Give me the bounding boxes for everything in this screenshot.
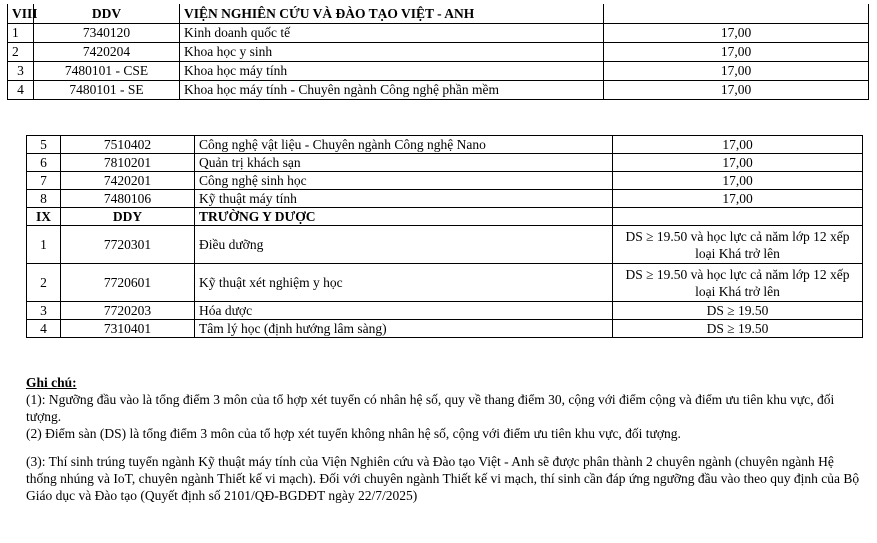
row-score: DS ≥ 19.50 [613,302,863,320]
row-code: 7810201 [61,154,195,172]
row-stt: 1 [27,226,61,264]
row-score: 17,00 [604,61,869,80]
table-row [27,172,863,190]
table-row [8,42,869,61]
table-row [8,23,869,42]
table-header-row [27,208,863,226]
row-name: Kỹ thuật máy tính [195,190,613,208]
row-stt: 3 [8,61,34,80]
row-name: Khoa học máy tính [180,61,604,80]
row-name: Công nghệ sinh học [195,172,613,190]
table-row [27,136,863,154]
table-row [27,190,863,208]
admission-table-viii [7,4,869,100]
row-name: Điều dưỡng [195,226,613,264]
group-title: VIỆN NGHIÊN CỨU VÀ ĐÀO TẠO VIỆT - ANH [180,4,604,23]
admission-table-continued [26,135,863,338]
row-code: 7340120 [34,23,180,42]
row-code: 7480101 - SE [34,80,180,99]
row-code: 7420204 [34,42,180,61]
table-row [8,80,869,99]
row-code: 7510402 [61,136,195,154]
row-stt: 4 [27,320,61,338]
row-code: 7480101 - CSE [34,61,180,80]
row-name: Hóa dược [195,302,613,320]
row-name: Khoa học máy tính - Chuyên ngành Công nghệ phần mềm [180,80,604,99]
row-stt: 7 [27,172,61,190]
row-stt: 8 [27,190,61,208]
notes-title: Ghi chú: [26,375,77,390]
row-code: 7420201 [61,172,195,190]
row-score: 17,00 [613,172,863,190]
row-score: 17,00 [604,42,869,61]
row-name: Kỹ thuật xét nghiệm y học [195,264,613,302]
row-stt: 1 [8,23,34,42]
row-stt: 6 [27,154,61,172]
note-1: (1): Ngưỡng đầu vào là tổng điểm 3 môn của tổ hợp xét tuyển có nhân hệ số, quy về thang điểm 30, cộng với điểm cộng và điểm ưu tiên khu vực, đối tượng. [26,392,835,424]
row-stt: 3 [27,302,61,320]
row-stt: 2 [27,264,61,302]
group-score-header [613,208,863,226]
row-code: 7720203 [61,302,195,320]
row-name: Công nghệ vật liệu - Chuyên ngành Công nghệ Nano [195,136,613,154]
row-score: DS ≥ 19.50 và học lực cả năm lớp 12 xếp loại Khá trở lên [613,264,863,302]
row-stt: 5 [27,136,61,154]
table-row [27,264,863,302]
row-code: 7480106 [61,190,195,208]
table-header-row [8,4,869,23]
table-row [8,61,869,80]
row-score: 17,00 [613,190,863,208]
row-code: 7720601 [61,264,195,302]
row-code: 7310401 [61,320,195,338]
row-score: 17,00 [604,23,869,42]
row-name: Quản trị khách sạn [195,154,613,172]
row-name: Tâm lý học (định hướng lâm sàng) [195,320,613,338]
note-2: (2) Điểm sàn (DS) là tổng điểm 3 môn của tổ hợp xét tuyển không nhân hệ số, cộng với điểm ưu tiên khu vực, đối tượng. [26,426,681,441]
row-name: Kinh doanh quốc tế [180,23,604,42]
group-number: VIII [8,4,34,23]
row-stt: 2 [8,42,34,61]
row-stt: 4 [8,80,34,99]
note-3: (3): Thí sinh trúng tuyển ngành Kỹ thuật máy tính của Viện Nghiên cứu và Đào tạo Việt - Anh sẽ được phân thành 2 chuyên ngành (chuyên ngành Hệ thống nhúng và IoT, chuyên ngành Thiết kế vi mạch). Đối với chuyên ngành Thiết kế vi mạch, thí sinh cần đáp ứng ngưỡng đầu vào theo quy định của Bộ Giáo dục và Đào tạo (Quyết định số 2101/QĐ-BGDĐT ngày 22/7/2025) [26,454,860,503]
group-code: DDY [61,208,195,226]
table-row [27,226,863,264]
row-score: DS ≥ 19.50 [613,320,863,338]
table-row [27,154,863,172]
notes-section [26,374,866,504]
table-row [27,302,863,320]
table-row [27,320,863,338]
row-score: DS ≥ 19.50 và học lực cả năm lớp 12 xếp loại Khá trở lên [613,226,863,264]
group-score-header [604,4,869,23]
group-title: TRƯỜNG Y DƯỢC [195,208,613,226]
row-name: Khoa học y sinh [180,42,604,61]
row-score: 17,00 [613,136,863,154]
row-score: 17,00 [613,154,863,172]
row-score: 17,00 [604,80,869,99]
group-number: IX [27,208,61,226]
row-code: 7720301 [61,226,195,264]
group-code: DDV [34,4,180,23]
